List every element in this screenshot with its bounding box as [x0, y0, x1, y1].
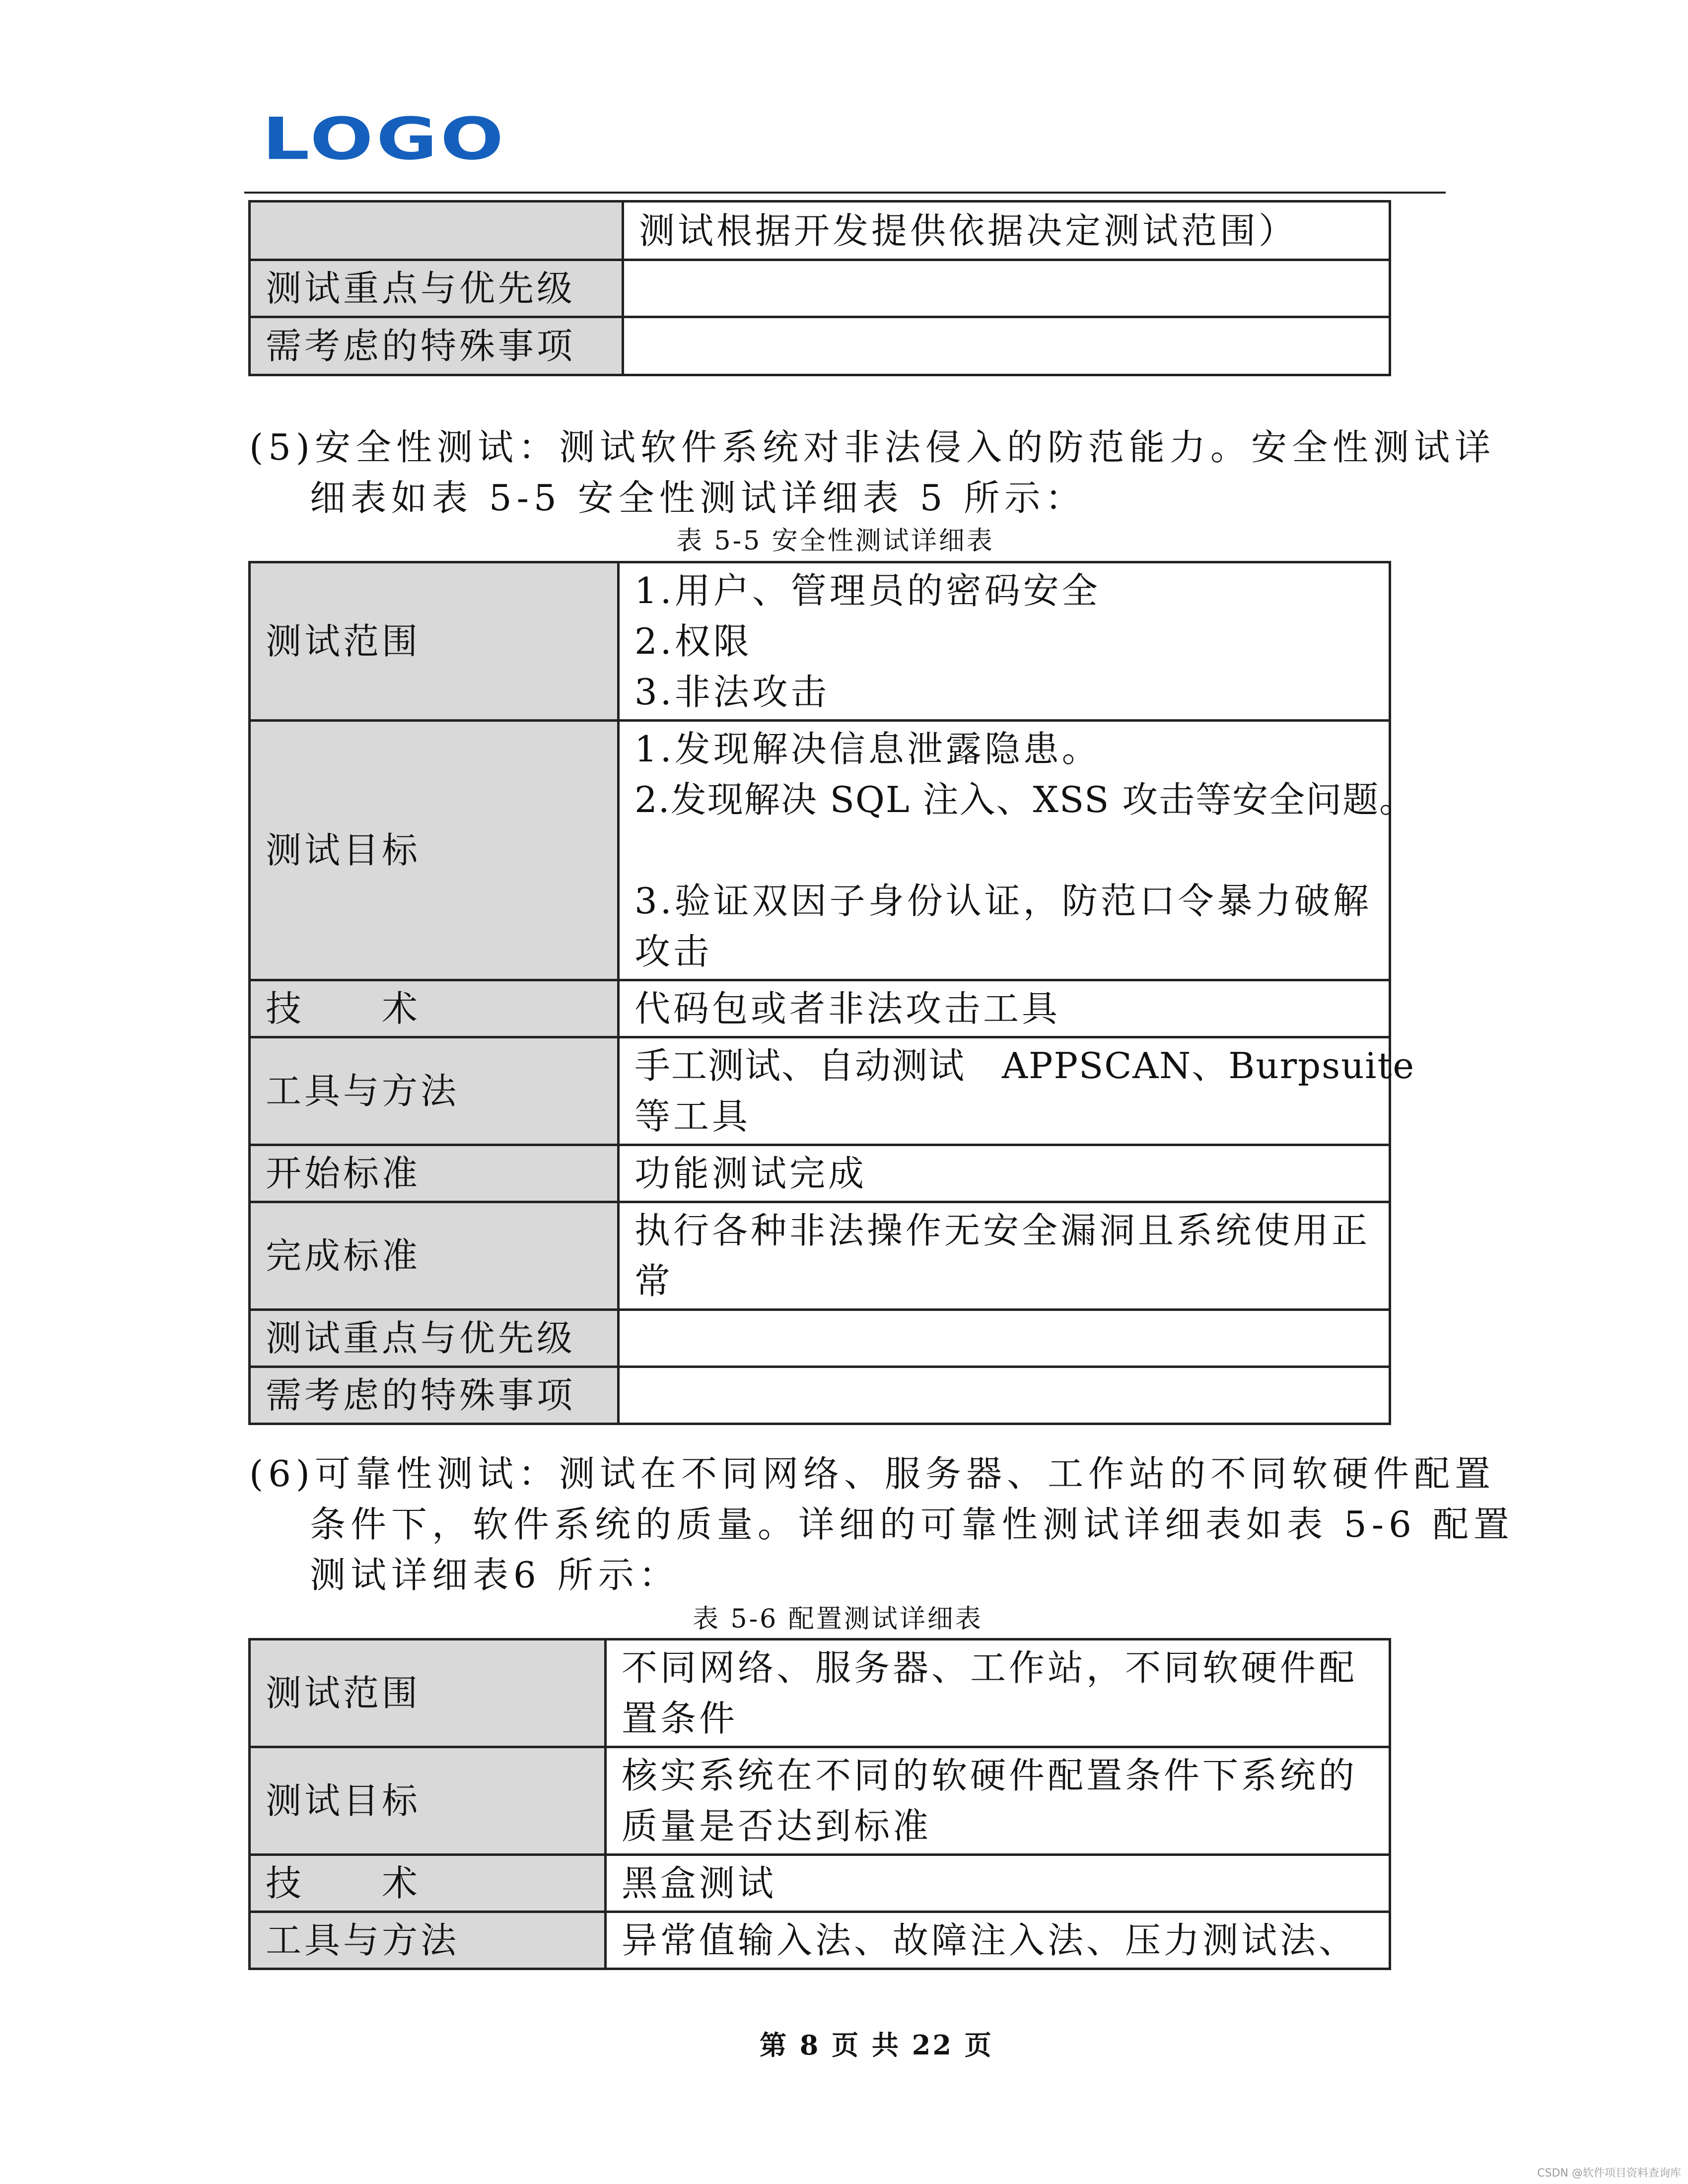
cell-line: 质量是否达到标准	[622, 1805, 932, 1847]
paragraph-line: (6)可靠性测试：测试在不同网络、服务器、工作站的不同软硬件配置	[249, 1453, 1495, 1495]
cell-line: 执行各种非法操作无安全漏洞且系统使用正	[634, 1210, 1371, 1251]
table-value-cell	[606, 1639, 1390, 1747]
security-test-table	[248, 561, 1416, 1425]
cell-line: 黑盒测试	[622, 1862, 777, 1904]
table-row	[250, 1145, 1390, 1202]
section5-paragraph	[249, 422, 1495, 523]
paragraph-line: 测试详细表6 所示：	[310, 1554, 680, 1596]
table-value-cell	[619, 1145, 1390, 1202]
header-divider	[244, 192, 1446, 194]
blank-line	[634, 825, 1374, 876]
table-value-cell	[619, 1037, 1415, 1145]
table-row	[250, 1310, 1390, 1367]
table-caption: 表 5-6 配置测试详细表	[693, 1604, 983, 1634]
table-value-cell	[623, 317, 1390, 375]
table-row	[250, 980, 1390, 1037]
paragraph-line: 条件下，软件系统的质量。详细的可靠性测试详细表如表 5-6 配置	[310, 1503, 1514, 1545]
table-row	[250, 202, 1390, 260]
cell-line: 等工具	[634, 1095, 751, 1137]
cell-line: 功能测试完成	[634, 1153, 867, 1194]
paragraph-line: 细表如表 5-5 安全性测试详细表 5 所示：	[310, 477, 1086, 519]
table-label-cell: 测试重点与优先级	[250, 260, 623, 317]
table-row	[250, 260, 1390, 317]
paragraph-line: (5)安全性测试：测试软件系统对非法侵入的防范能力。安全性测试详	[249, 426, 1495, 468]
table-value-cell	[623, 260, 1390, 317]
table-label-cell: 技 术	[250, 980, 619, 1037]
table-label-cell: 测试目标	[250, 1747, 606, 1855]
table-label-cell: 工具与方法	[250, 1037, 619, 1145]
cell-line: 代码包或者非法攻击工具	[634, 988, 1061, 1029]
table-value-cell	[619, 562, 1390, 721]
continued-table	[248, 200, 1391, 376]
table-label-cell	[250, 202, 623, 260]
table-value-cell	[619, 721, 1416, 980]
table-caption: 表 5-5 安全性测试详细表	[676, 526, 994, 556]
table-value-cell	[619, 1367, 1390, 1424]
table-label-cell: 测试范围	[250, 1639, 606, 1747]
table-label-cell: 测试范围	[250, 562, 619, 721]
table-value-cell: 测试根据开发提供依据决定测试范围）	[623, 202, 1390, 260]
table-row	[250, 1639, 1390, 1747]
table-value-cell	[606, 1912, 1390, 1969]
config-test-table	[248, 1638, 1391, 1970]
table-row	[250, 1912, 1390, 1969]
table-label-cell: 完成标准	[250, 1202, 619, 1310]
watermark: CSDN @软件项目资料查询库	[1537, 2167, 1681, 2180]
table-value-cell	[619, 1202, 1390, 1310]
cell-line: 常	[634, 1260, 674, 1302]
table-row	[250, 1855, 1390, 1912]
cell-line: 2.权限	[634, 620, 752, 662]
cell-line: 攻击	[634, 931, 712, 972]
cell-line: 1.发现解决信息泄露隐患。	[634, 728, 1101, 770]
cell-line: 异常值输入法、故障注入法、压力测试法、	[622, 1919, 1358, 1961]
table-value-cell	[606, 1855, 1390, 1912]
table-label-cell: 工具与方法	[250, 1912, 606, 1969]
cell-line: 置条件	[622, 1698, 738, 1739]
page-number: 第 8 页 共 22 页	[760, 2029, 993, 2061]
table-row	[250, 317, 1390, 375]
table-row	[250, 1367, 1390, 1424]
table-row	[250, 562, 1390, 721]
table-row	[250, 721, 1390, 980]
cell-line: 1.用户、管理员的密码安全	[634, 570, 1101, 612]
table-label-cell: 需考虑的特殊事项	[250, 317, 623, 375]
table-label-cell: 测试重点与优先级	[250, 1310, 619, 1367]
table-label-cell: 技 术	[250, 1855, 606, 1912]
cell-line: 3.非法攻击	[634, 671, 830, 713]
cell-line: 核实系统在不同的软硬件配置条件下系统的	[622, 1755, 1358, 1796]
cell-line: 不同网络、服务器、工作站，不同软硬件配	[622, 1647, 1358, 1689]
table-label-cell: 开始标准	[250, 1145, 619, 1202]
table-value-cell	[619, 1310, 1390, 1367]
table-label-cell: 测试目标	[250, 721, 619, 980]
table-value-cell	[619, 980, 1390, 1037]
cell-line: 手工测试、自动测试 APPSCAN、Burpsuite	[634, 1045, 1415, 1087]
table-row	[250, 1747, 1390, 1855]
cell-line: 3.验证双因子身份认证，防范口令暴力破解	[634, 880, 1372, 922]
logo: LOGO	[262, 105, 507, 173]
section6-paragraph	[249, 1448, 1514, 1600]
table-value-cell	[606, 1747, 1390, 1855]
cell-line: 2.发现解决 SQL 注入、XSS 攻击等安全问题。	[634, 779, 1416, 820]
table-row	[250, 1037, 1390, 1145]
table-row	[250, 1202, 1390, 1310]
table-label-cell: 需考虑的特殊事项	[250, 1367, 619, 1424]
